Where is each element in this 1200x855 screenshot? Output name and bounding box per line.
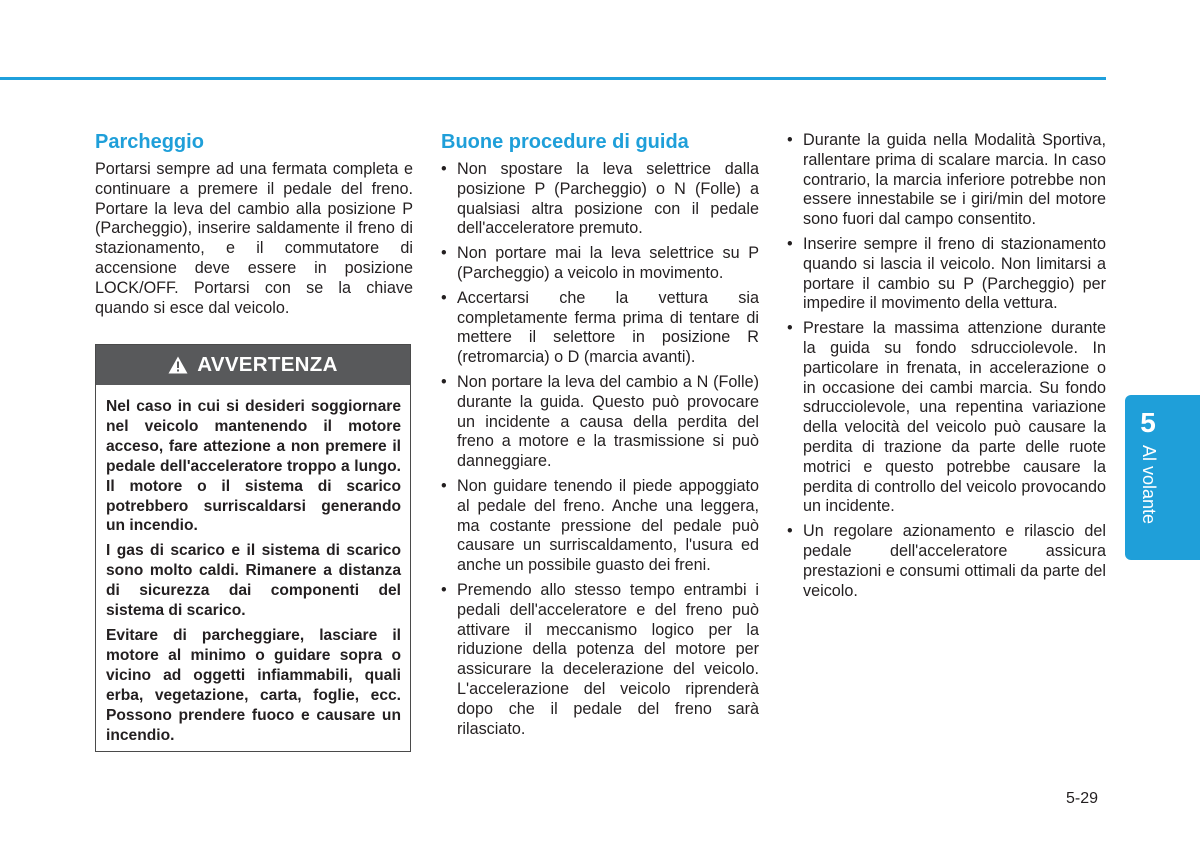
bullet-dot: • <box>441 244 447 263</box>
list-item <box>441 244 759 284</box>
list-item-text: Non portare la leva del cambio a N (Folle) durante la guida. Questo può provocare un incidente a causa della perdita del freno a motore e la trasmissione si può danneggiare. <box>457 372 759 471</box>
top-rule <box>0 77 1106 80</box>
bullet-dot: • <box>787 319 793 338</box>
page-number: 5-29 <box>1066 790 1099 807</box>
column-parcheggio <box>95 128 413 318</box>
warning-paragraph: Nel caso in cui si desideri soggiornare nel veicolo mantenendo il motore acceso, fare attezione a non premere il pedale dell'acceleratore troppo a lungo. Il motore o il sistema di scarico potrebbero surriscaldarsi generando un incendio. <box>106 398 401 535</box>
list-item <box>441 160 759 239</box>
column-buone-procedure <box>441 128 759 744</box>
list-item <box>441 373 759 472</box>
warning-box <box>95 344 411 752</box>
warning-paragraph: I gas di scarico e il sistema di scarico sono molto caldi. Rimanere a distanza di sicurezza dai componenti del sistema di scarico. <box>106 542 401 620</box>
list-item <box>787 131 1106 230</box>
bullet-dot: • <box>787 234 793 253</box>
bullet-dot: • <box>787 522 793 541</box>
list-item-text: Premendo allo stesso tempo entrambi i pedali dell'acceleratore e del freno può attivare il meccanismo logico per la riduzione della potenza del motore per assicurare la decelerazione del veicolo. L'accelerazione del veicolo riprenderà dopo che il pedale del freno sarà rilasciato. <box>457 580 759 738</box>
continued-list <box>787 131 1106 601</box>
chapter-label-wrap <box>1137 445 1161 555</box>
column-continued <box>787 131 1106 606</box>
bullet-dot: • <box>787 131 793 149</box>
warning-title: AVVERTENZA <box>197 353 338 376</box>
list-item <box>787 235 1106 314</box>
list-item-text: Non guidare tenendo il piede appoggiato al pedale del freno. Anche una leggera, ma costante pressione del pedale può causare un surriscaldamento, l'usura ed anche un possibile guasto dei freni. <box>457 476 759 575</box>
section-title-buone-procedure: Buone procedure di guida <box>441 131 689 153</box>
list-item-text: Non spostare la leva selettrice dalla posizione P (Parcheggio) o N (Folle) a qualsiasi altra posizione con il pedale dell'acceleratore premuto. <box>457 160 759 238</box>
bullet-dot: • <box>441 372 447 391</box>
list-item-text: Inserire sempre il freno di stazionamento quando si lascia il veicolo. Non limitarsi a portare il cambio su P (Parcheggio) per impedire il movimento della vettura. <box>803 234 1106 313</box>
list-item-text: Un regolare azionamento e rilascio del pedale dell'acceleratore assicura prestazioni e consumi ottimali da parte del veicolo. <box>803 522 1106 600</box>
warning-triangle-icon <box>168 356 188 374</box>
list-item-text: Accertarsi che la vettura sia completamente ferma prima di tentare di mettere il selettore in posizione R (retromarcia) o D (marcia avanti). <box>457 288 759 367</box>
list-item <box>441 477 759 576</box>
bullet-dot: • <box>441 476 447 495</box>
list-item <box>441 289 759 368</box>
list-item-text: Non portare mai la leva selettrice su P (Parcheggio) a veicolo in movimento. <box>457 244 759 282</box>
chapter-number: 5 <box>1140 407 1156 438</box>
bullet-dot: • <box>441 160 447 178</box>
buone-procedure-list <box>441 160 759 739</box>
list-item <box>441 581 759 739</box>
warning-body <box>96 385 410 745</box>
list-item <box>787 319 1106 517</box>
bullet-dot: • <box>441 288 447 307</box>
warning-paragraph: Evitare di parcheggiare, lasciare il motore al minimo o guidare sopra o vicino ad oggetti infiammabili, quali erba, vegetazione, carta, foglie, ecc. Possono prendere fuoco e causare un incendio. <box>106 626 401 744</box>
list-item-text: Prestare la massima attenzione durante la guida su fondo sdrucciolevole. In particolare in frenata, in accelerazione o in occasione dei cambi marcia. Su fondo sdrucciolevole, una repentina variazione della velocità del veicolo può causare la perdita di trazione da parte delle ruote motrici e questo potrebbe causare la perdita di controllo del veicolo provocando un incidente. <box>803 319 1106 516</box>
section-title-parcheggio: Parcheggio <box>95 131 204 153</box>
list-item-text: Durante la guida nella Modalità Sportiva, rallentare prima di scalare marcia. In caso contrario, la marcia inferiore potrebbe non essere innestabile se i giri/min del motore sono fuori dal campo consentito. <box>803 131 1106 229</box>
parcheggio-text: Portarsi sempre ad una fermata completa e continuare a premere il pedale del freno. Portare la leva del cambio alla posizione P (Parcheggio), inserire saldamente il freno di stazionamento, e il commutatore di accensione deve essere in posizione LOCK/OFF. Portarsi con se la chiave quando si esce dal veicolo. <box>95 160 413 317</box>
chapter-tab <box>1125 395 1200 560</box>
warning-header <box>96 345 410 385</box>
bullet-dot: • <box>441 580 447 599</box>
list-item <box>787 522 1106 601</box>
chapter-label: Al volante <box>1139 445 1159 525</box>
